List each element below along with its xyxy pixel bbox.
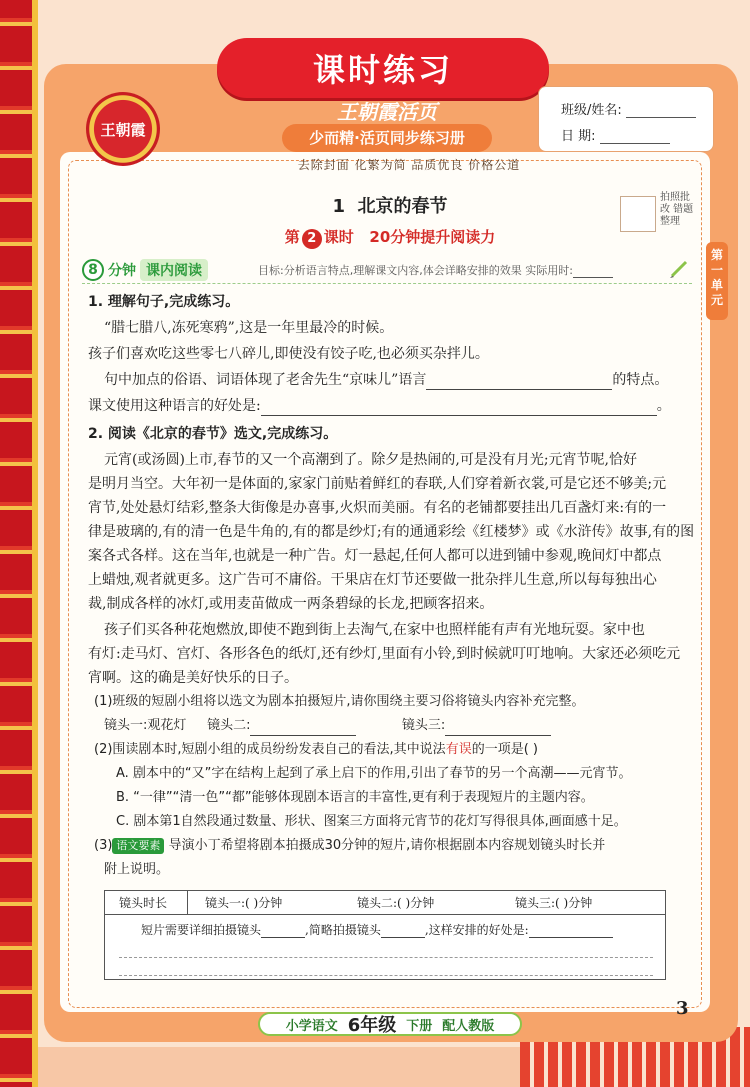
chapter-title: 1 北京的春节 xyxy=(332,196,448,217)
key-element-tag: 语文要素 xyxy=(112,838,164,854)
shot2-duration[interactable]: 镜头二:( )分钟 xyxy=(357,896,435,910)
q2-sub3: (3) 语文要素 导演小丁希望将剧本拍摄成30分钟的短片,请你根据剧本内容规划镜头时长并 xyxy=(94,838,606,853)
section-header: 8 分钟 课内阅读 xyxy=(82,258,208,282)
table-header-row: 镜头时长 镜头一:( )分钟 镜头二:( )分钟 镜头三:( )分钟 xyxy=(105,891,665,915)
option-c[interactable]: C. 剧本第1自然段通过数量、形状、图案三方面将元宵节的花灯写得很具体,画面感十足。 xyxy=(116,814,627,829)
q2-sub3-cont: 附上说明。 xyxy=(104,862,170,877)
q2-sub2: (2)围读剧本时,短剧小组的成员纷纷发表自己的看法,其中说法有误的一项是( ) xyxy=(94,742,538,757)
option-a[interactable]: A. 剧本中的“又”字在结构上起到了承上启下的作用,引出了春节的另一个高潮——元宵节。 xyxy=(116,766,632,781)
page-banner: 课时练习 xyxy=(217,38,549,98)
pencil-icon xyxy=(670,260,690,278)
left-decorative-strip xyxy=(0,0,38,1087)
brand-logo: 王朝霞 xyxy=(86,92,160,166)
benefit-blank[interactable] xyxy=(529,926,613,938)
shot3-duration[interactable]: 镜头三:( )分钟 xyxy=(515,896,593,910)
detail-shot-blank[interactable] xyxy=(261,926,305,938)
answer-line-2[interactable] xyxy=(119,975,653,976)
unit-tab: 第一单元 xyxy=(706,242,728,320)
brand-title: 王朝霞活页 xyxy=(337,100,437,124)
section-goal: 目标:分析语言特点,理解课文内容,体会详略安排的效果 实际用时: xyxy=(258,262,613,278)
student-info-box xyxy=(538,86,714,152)
class-name-row[interactable]: 班级/姓名: xyxy=(561,99,696,118)
brief-shot-blank[interactable] xyxy=(381,926,425,938)
option-b[interactable]: B. “一律”“清一色”“都”能够体现剧本语言的丰富性,更有利于表现短片的主题内容。 xyxy=(116,790,594,805)
table-note: 短片需要详细拍摄镜头 ,简略拍摄镜头 ,这样安排的好处是: xyxy=(141,921,613,938)
q1-benefit: 课文使用这种语言的好处是: 。 xyxy=(88,398,671,414)
q1-answer-blank-1[interactable] xyxy=(426,374,612,390)
shot3-blank[interactable] xyxy=(445,720,551,736)
brand-slogan: 去除封面 化繁为简 品质优良 价格公道 xyxy=(297,158,521,172)
q1-prompt: 句中加点的俗语、词语体现了老舍先生“京味儿”语言 的特点。 xyxy=(104,372,669,388)
section-divider xyxy=(82,283,692,284)
qr-code-box[interactable] xyxy=(620,196,656,232)
photo-correction-label: 拍照批改 错题整理 xyxy=(660,192,694,227)
brand-subtitle: 少而精·活页同步练习册 xyxy=(282,124,492,152)
shot-duration-table xyxy=(104,890,666,980)
q1-title: 1. 理解句子,完成练习。 xyxy=(88,294,240,310)
page-number: 3 xyxy=(676,998,689,1019)
q2-shots: 镜头一:观花灯 镜头二: 镜头三: xyxy=(104,716,551,736)
shot1-duration[interactable]: 镜头一:( )分钟 xyxy=(205,896,283,910)
date-row[interactable]: 日 期: xyxy=(561,125,670,144)
footer-bar: 小学语文 6年级 下册 配人教版 xyxy=(258,1012,522,1036)
q2-sub1: (1)班级的短剧小组将以选文为剧本拍摄短片,请你围绕主要习俗将镜头内容补充完整。 xyxy=(94,694,585,709)
q2-title: 2. 阅读《北京的春节》选文,完成练习。 xyxy=(88,426,338,442)
q1-sentence-1: “腊七腊八,冻死寒鸦”,这是一年里最冷的时候。 xyxy=(104,320,394,336)
q1-sentence-2: 孩子们喜欢吃这些零七八碎儿,即使没有饺子吃,也必须买杂拌儿。 xyxy=(88,346,489,362)
answer-line-1[interactable] xyxy=(119,957,653,958)
q1-answer-blank-2[interactable] xyxy=(261,400,657,416)
lesson-title: 第 2 课时 20分钟提升阅读力 xyxy=(230,226,550,249)
shot2-blank[interactable] xyxy=(250,720,356,736)
